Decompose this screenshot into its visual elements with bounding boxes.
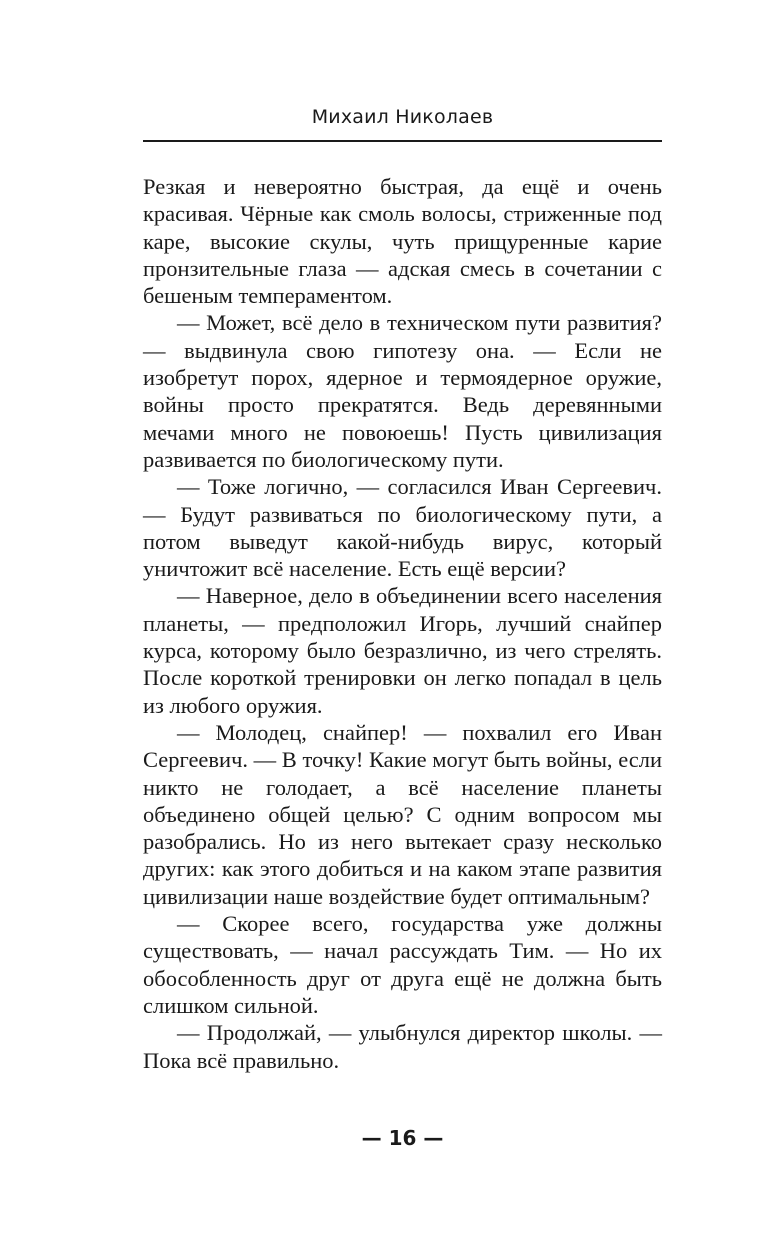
paragraph: — Наверное, дело в объединении всего населения планеты, — предположил Игорь, лучший снайпер курса, которому было безразлично, из чего стрелять. После короткой тренировки он легко попадал в цель из любого оружия. [143,583,662,718]
header-rule [143,140,662,142]
paragraph: — Может, всё дело в техническом пути развития? — выдвинула свою гипотезу она. — Если не изобретут порох, ядерное и термоядерное оружие, войны просто прекратятся. Ведь деревянными мечами много не повоюешь! Пусть цивилизация развивается по биологическому пути. [143,310,662,472]
running-head-author: Михаил Николаев [311,106,494,128]
paragraph: — Тоже логично, — согласился Иван Сергеевич. — Будут развиваться по биологическому пути, а потом выведут какой-нибудь вирус, который уничтожит всё население. Есть ещё версии? [143,474,662,582]
page-number: — 16 — [361,1126,444,1150]
paragraph: — Скорее всего, государства уже должны существовать, — начал рассуждать Тим. — Но их обособленность друг от друга ещё не должна быть слишком сильной. [143,911,662,1018]
paragraph: Резкая и невероятно быстрая, да ещё и очень красивая. Чёрные как смоль волосы, стриженные под каре, высокие скулы, чуть прищуренные карие пронзительные глаза — адская смесь в сочетании с бешеным темпераментом. [143,174,662,309]
body-text [143,173,662,1074]
paragraph: — Продолжай, — улыбнулся директор школы. — Пока всё правильно. [143,1020,662,1073]
paragraph: — Молодец, снайпер! — похвалил его Иван Сергеевич. — В точку! Какие могут быть войны, если никто не голодает, а всё население планеты объединено общей целью? С одним вопросом мы разобрались. Но из него вытекает сразу несколько других: как этого добиться и на каком этапе развития цивилизации наше воздействие будет оптимальным? [143,719,662,909]
